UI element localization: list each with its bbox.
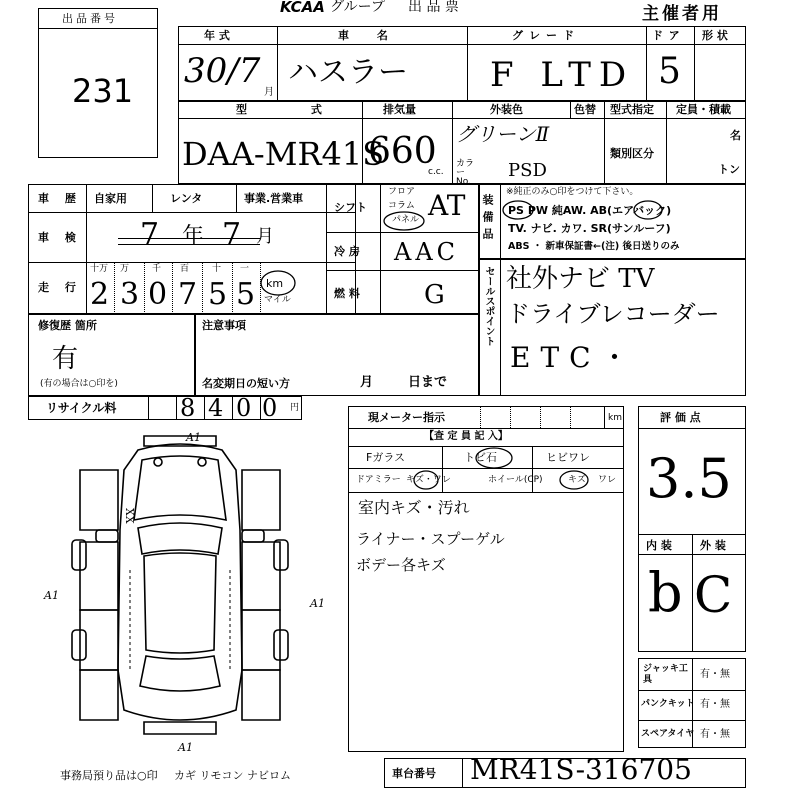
title-brand: KCAA — [280, 0, 325, 16]
inspector-circles — [348, 440, 624, 500]
fuel-value: G — [424, 280, 445, 310]
recycle-digit-2: 4 — [208, 394, 224, 422]
model-value: DAA-MR41S — [182, 135, 385, 173]
color-no-value: PSD — [508, 160, 547, 181]
shift-floor: フロア — [388, 187, 416, 197]
mileage-digit-3: 0 — [148, 277, 168, 312]
mileage-digit-1: 2 — [90, 277, 110, 312]
equipment-line3: ABS ・ 新車保証書←(注) 後日送りのみ — [508, 241, 680, 252]
inspector-note3: ボデー各キズ — [356, 556, 446, 574]
shift-panel-circle — [382, 210, 428, 232]
repaint-label: 色替 — [574, 103, 596, 116]
mileage-unit-10: 十 — [212, 264, 222, 274]
shift-label: シフト — [334, 201, 367, 214]
sales-line3: ETC・ — [510, 341, 639, 374]
mileage-unit-1: 一 — [240, 264, 250, 274]
puncture-option: 有・無 — [700, 699, 730, 710]
capacity-label: 定員・積載 — [676, 103, 731, 116]
equipment-line1: PS PW 純AW. AB(エアバック) — [508, 204, 672, 217]
equipment-label: 装備品 — [481, 194, 494, 245]
day-label: 日まで — [408, 375, 448, 390]
caution-label: 注意事項 — [202, 319, 246, 332]
lot-label: 出品番号 — [62, 12, 118, 25]
diagram-mark-rear: A1 — [178, 741, 193, 754]
car-diagram — [60, 430, 300, 750]
diagram-mark-xx: XX — [123, 508, 136, 524]
jack-option: 有・無 — [700, 669, 730, 680]
exterior-score-label: 外 装 — [700, 539, 726, 552]
inspector-note2: ライナー・スプーゲル — [356, 530, 505, 548]
equipment-circles — [500, 199, 680, 221]
grade-value: F LTD — [490, 55, 635, 95]
history-label: 車 歴 — [38, 192, 82, 205]
recycle-label: リサイクル料 — [46, 401, 117, 415]
score-label: 評 価 点 — [660, 411, 701, 424]
fuel-label: 燃 料 — [334, 287, 360, 300]
mileage-digit-6: 5 — [236, 277, 256, 312]
mileage-digit-5: 5 — [208, 277, 228, 312]
mileage-digit-2: 3 — [120, 277, 140, 312]
repair-label: 修復歴 箇所 — [38, 319, 97, 332]
mirror-damage-label: キズ・ワレ — [406, 475, 451, 485]
interior-value: b — [648, 561, 683, 624]
chassis-value: MR41S-316705 — [470, 753, 692, 786]
diagram-mark-right: A1 — [310, 597, 325, 610]
exterior-label: 外装色 — [490, 103, 523, 116]
mileage-unit-100: 百 — [180, 264, 190, 274]
year-value: 30/7 — [184, 51, 261, 91]
chassis-label: 車台番号 — [392, 767, 436, 780]
sales-line1: 社外ナビ TV — [506, 264, 655, 294]
grade-label: グレード — [512, 29, 580, 42]
displacement-value: 660 — [368, 131, 437, 172]
ac-value: AAC — [394, 238, 460, 266]
equipment-line2: TV. ナビ. カワ. SR(サンルーフ) — [508, 222, 671, 235]
wheel-label: ホイール(CP) — [488, 475, 543, 485]
inspection-strike — [118, 238, 260, 239]
inspection-month: 7 — [222, 217, 242, 252]
inspection-label: 車 検 — [38, 231, 82, 244]
meter-label: 現メーター指示 — [368, 411, 445, 424]
glass-crack-label: ヒビワレ — [546, 451, 590, 464]
history-option-business: 事業.営業車 — [244, 192, 304, 205]
door-value: 5 — [658, 51, 681, 92]
inspector-header: 【査 定 員 記 入】 — [424, 431, 508, 442]
door-label: ドア — [652, 29, 686, 42]
history-option-private: 自家用 — [94, 192, 127, 205]
month-label: 月 — [360, 375, 374, 390]
title-sheet: 出 品 票 — [408, 0, 459, 15]
model-label: 型 式 — [236, 103, 352, 116]
glass-label: Fガラス — [366, 451, 405, 464]
short-label: 名変期日の短い方 — [202, 377, 290, 390]
shape-label: 形 状 — [702, 29, 728, 42]
shift-panel: パネル — [392, 215, 420, 225]
office-note: 事務局預り品は○印 — [60, 769, 158, 782]
puncture-label: パンクキット — [641, 699, 695, 709]
capacity-unit2: トン — [718, 163, 740, 176]
exterior-value: グリーンⅡ — [456, 122, 550, 146]
repair-value: 有 — [52, 344, 79, 374]
shift-column: コラム — [388, 201, 415, 211]
organizer-label: 主催者用 — [642, 4, 722, 24]
inspector-note1: 室内キズ・汚れ — [358, 498, 470, 517]
exterior-value-score: C — [694, 566, 733, 624]
name-value: ハスラー — [288, 55, 408, 90]
class-label: 類別区分 — [610, 147, 654, 160]
equipment-note: ※純正のみ○印をつけて下さい。 — [506, 187, 639, 197]
mile-label: マイル — [264, 295, 291, 305]
office-items: カギ リモコン ナビロム — [174, 769, 291, 782]
sales-label: セールスポイント — [483, 266, 494, 346]
meter-km-unit: km — [608, 413, 622, 423]
mileage-unit-1k: 千 — [152, 264, 162, 274]
recycle-unit: 円 — [290, 403, 300, 413]
name-label: 車 名 — [338, 29, 400, 42]
spare-option: 有・無 — [700, 729, 730, 740]
cc-unit: c.c. — [428, 167, 444, 177]
diagram-mark-front: A1 — [186, 431, 201, 444]
spare-label: スペアタイヤ — [641, 729, 695, 739]
repair-note: (有の場合は○印を) — [40, 379, 118, 389]
km-circle — [258, 268, 298, 298]
mileage-label: 走 行 — [38, 281, 82, 294]
history-option-rental: レンタ — [170, 192, 203, 205]
month-suffix: 月 — [264, 87, 274, 98]
mirror-label: ドアミラー — [356, 475, 401, 485]
displacement-label: 排気量 — [383, 103, 416, 116]
mileage-unit-100k: 十万 — [90, 264, 109, 274]
sales-line2: ドライブレコーダー — [506, 300, 720, 328]
jack-label: ジャッキ工具 — [643, 664, 688, 685]
mileage-unit-10k: 万 — [120, 264, 130, 274]
interior-label: 内 装 — [646, 539, 672, 552]
lot-number: 231 — [72, 72, 134, 110]
recycle-digit-4: 0 — [262, 394, 278, 422]
wheel-scratch-label: キズ — [568, 475, 586, 485]
mileage-digit-4: 7 — [178, 277, 198, 312]
inspection-month-unit: 月 — [256, 226, 274, 247]
type-designation-label: 型式指定 — [610, 103, 654, 116]
capacity-unit1: 名 — [730, 129, 741, 142]
shift-value: AT — [428, 189, 466, 222]
title-group: グループ — [330, 0, 385, 15]
wheel-crack-label: ワレ — [598, 475, 617, 485]
year-label: 年 式 — [204, 29, 230, 42]
inspection-year-unit: 年 — [182, 224, 205, 249]
diagram-mark-left: A1 — [44, 589, 59, 602]
ac-label: 冷 房 — [334, 245, 360, 258]
score-value: 3.5 — [646, 447, 732, 510]
glass-chip-label: トビ石 — [464, 451, 497, 464]
km-label: km — [266, 277, 284, 290]
color-no-label: カラーNo. — [456, 159, 475, 187]
inspection-year: 7 — [140, 217, 160, 252]
recycle-digit-1: 8 — [180, 394, 196, 422]
recycle-digit-3: 0 — [236, 394, 252, 422]
